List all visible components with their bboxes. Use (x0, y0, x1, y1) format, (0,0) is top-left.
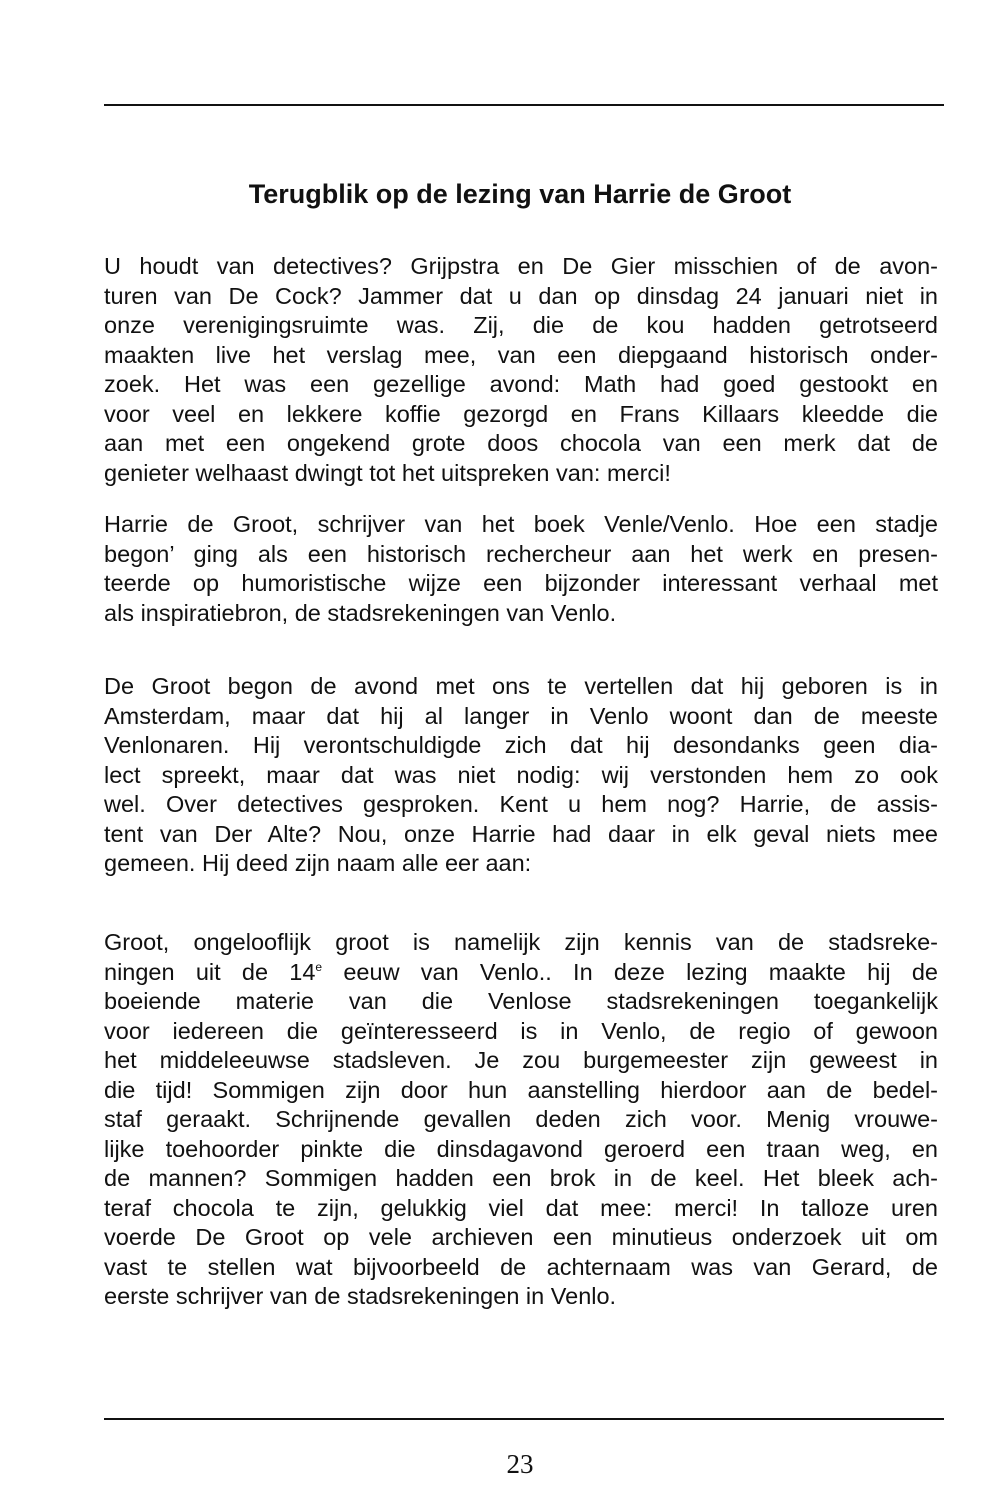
text-line (104, 958, 938, 988)
text-line: voerde De Groot op vele archieven een minutieus onderzoek uit om (104, 1224, 938, 1250)
text-line: tent van Der Alte? Nou, onze Harrie had daar in elk geval niets mee (104, 820, 938, 847)
text-segment: ningen uit de 14 (104, 958, 316, 985)
text-line: lect spreekt, maar dat was niet nodig: wij verstonden hem zo ook (104, 761, 938, 788)
text-line: lijke toehoorder pinkte die dinsdagavond geroerd een traan weg, en (104, 1135, 938, 1162)
paragraph-3 (104, 672, 938, 879)
top-rule (104, 104, 944, 106)
text-line: de mannen? Sommigen hadden een brok in de keel. Het bleek ach- (104, 1165, 938, 1191)
text-line: als inspiratiebron, de stadsrekeningen van Venlo. (104, 599, 617, 626)
text-line: U houdt van detectives? Grijpstra en De Gier misschien of de avon- (104, 253, 938, 279)
text-line: voor iedereen die geïnteresseerd is in Venlo, de regio of gewoon (104, 1017, 938, 1044)
text-line: begon’ ging als een historisch rechercheur aan het werk en presen- (104, 540, 938, 567)
text-line: Groot, ongelooflijk groot is namelijk zijn kennis van de stadsreke- (104, 929, 938, 955)
superscript: e (315, 959, 323, 974)
text-segment: eeuw van Venlo.. In deze lezing maakte hij de (322, 958, 938, 985)
text-line: wel. Over detectives gesproken. Kent u hem nog? Harrie, de assis- (104, 791, 938, 817)
text-line: maakten live het verslag mee, van een diepgaand historisch onder- (104, 341, 938, 368)
text-line: teerde op humoristische wijze een bijzonder interessant verhaal met (104, 570, 938, 596)
text-line: vast te stellen wat bijvoorbeeld de achternaam was van Gerard, de (104, 1253, 938, 1280)
text-line: turen van De Cock? Jammer dat u dan op dinsdag 24 januari niet in (104, 282, 938, 309)
paragraph-2 (104, 510, 938, 628)
text-line: Venlonaren. Hij verontschuldigde zich dat hij desondanks geen dia- (104, 732, 938, 758)
text-line: boeiende materie van die Venlose stadsrekeningen toegankelijk (104, 988, 938, 1014)
paragraph-1 (104, 252, 938, 488)
article-title: Terugblik op de lezing van Harrie de Groot (248, 179, 792, 209)
text-line: die tijd! Sommigen zijn door hun aanstelling hierdoor aan de bedel- (104, 1076, 938, 1103)
text-line: genieter welhaast dwingt tot het uitspreken van: merci! (104, 459, 671, 486)
bottom-rule (104, 1418, 944, 1420)
text-line: teraf chocola te zijn, gelukkig viel dat mee: merci! In talloze uren (104, 1194, 938, 1221)
text-line: gemeen. Hij deed zijn naam alle eer aan: (104, 850, 532, 876)
page-number: 23 (506, 1449, 534, 1479)
text-line: De Groot begon de avond met ons te vertellen dat hij geboren is in (104, 673, 938, 699)
text-line: staf geraakt. Schrijnende gevallen deden zich voor. Menig vrouwe- (104, 1106, 938, 1132)
text-line: Harrie de Groot, schrijver van het boek Venle/Venlo. Hoe een stadje (104, 511, 938, 537)
text-line: het middeleeuwse stadsleven. Je zou burgemeester zijn geweest in (104, 1047, 938, 1073)
text-line: Amsterdam, maar dat hij al langer in Venlo woont dan de meeste (104, 702, 938, 729)
text-line: eerste schrijver van de stadsrekeningen in Venlo. (104, 1283, 617, 1309)
text-line: voor veel en lekkere koffie gezorgd en Frans Killaars kleedde die (104, 400, 938, 427)
text-line: onze verenigingsruimte was. Zij, die de kou hadden getrotseerd (104, 312, 938, 338)
text-line: aan met een ongekend grote doos chocola van een merk dat de (104, 430, 938, 456)
text-line: zoek. Het was een gezellige avond: Math had goed gestookt en (104, 371, 938, 397)
paragraph-4 (104, 928, 938, 1312)
